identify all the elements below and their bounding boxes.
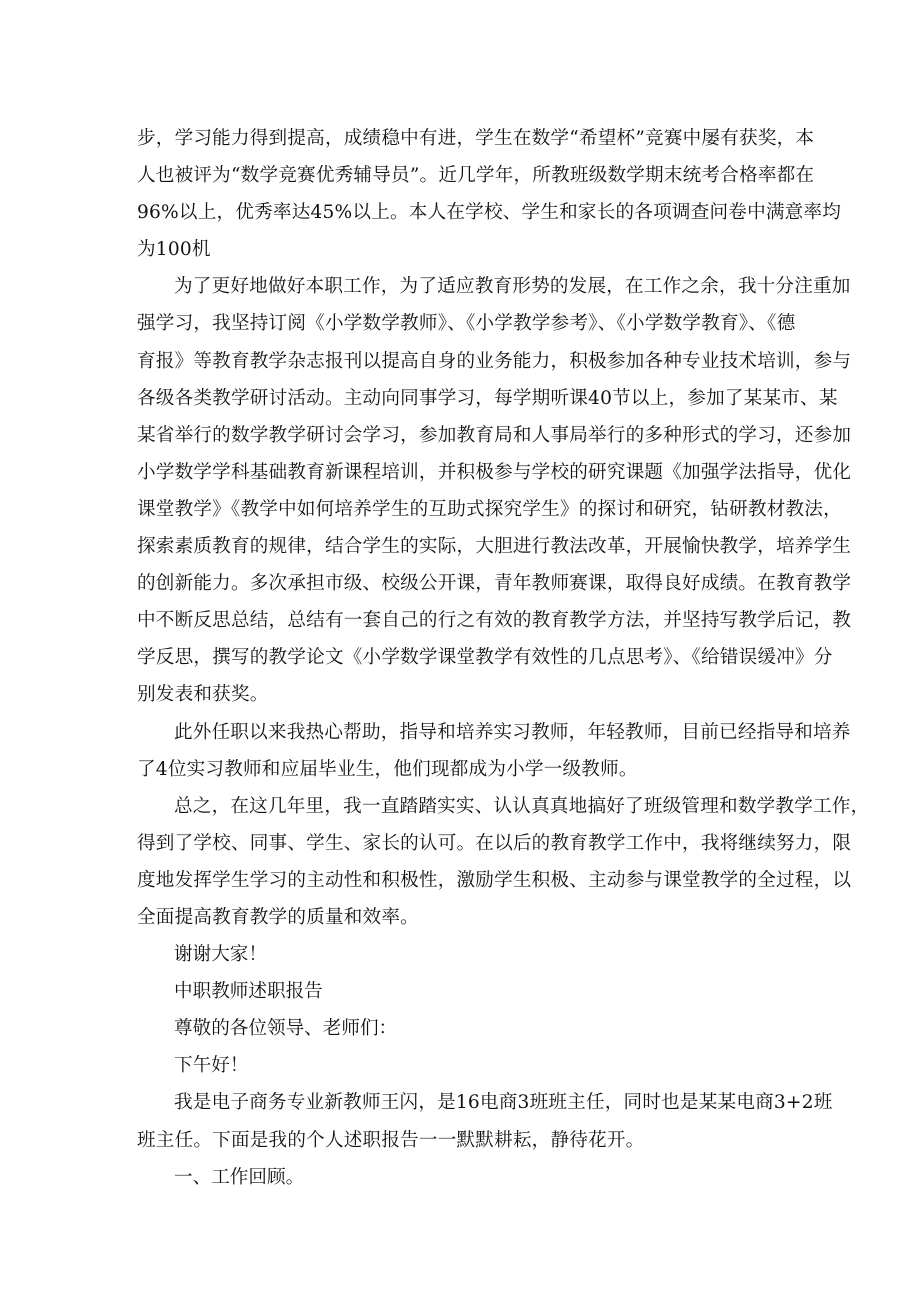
text-line: 小学数学学科基础教育新课程培训，并积极参与学校的研究课题《加强学法指导，优化	[137, 461, 852, 483]
section-heading: 一、工作回顾。	[174, 1166, 305, 1188]
text-line: 步，学习能力得到提高，成绩稳中有进，学生在数学“希望杯”竞赛中屡有获奖，本	[137, 128, 815, 149]
text-line: 学反思，撰写的教学论文《小学数学课堂教学有效性的几点思考》、《给错误缓冲》分	[137, 647, 833, 669]
text-line: 班主任。下面是我的个人述职报告一一默默耕耘，静待花开。	[137, 1129, 645, 1151]
paragraph-introduction	[137, 1084, 833, 1158]
paragraph-learning	[137, 268, 852, 713]
text-line: 某省举行的数学教学研讨会学习，参加教育局和人事局举行的多种形式的学习，还参加	[137, 424, 852, 446]
salutation: 尊敬的各位领导、老师们：	[174, 1018, 398, 1040]
text-line: 中不断反思总结，总结有一套自己的行之有效的教育教学方法，并坚持写教学后记，教	[137, 610, 852, 632]
text-line: 别发表和获奖。	[137, 684, 269, 706]
text-line: 为100机	[137, 239, 211, 261]
paragraph-results	[137, 120, 842, 268]
paragraph-mentoring	[137, 714, 851, 788]
text-line: 探索素质教育的规律，结合学生的实际，大胆进行教法改革，开展愉快教学，培养学生	[137, 536, 852, 558]
text-line: 了4位实习教师和应届毕业生，他们现都成为小学一级教师。	[137, 758, 638, 780]
text-line: 96%以上，优秀率达45%以上。本人在学校、学生和家长的各项调查问卷中满意率均	[137, 202, 842, 224]
report-title: 中职教师述职报告	[174, 981, 323, 1003]
document-body	[137, 120, 870, 1196]
text-line: 人也被评为“数学竞赛优秀辅导员”。近几学年，所教班级数学期末统考合格率都在	[137, 165, 815, 187]
text-line: 强学习，我坚持订阅《小学数学教师》、《小学教学参考》、《小学数学教育》、《德	[137, 313, 796, 335]
greeting: 下午好！	[174, 1055, 249, 1077]
text-line: 育报》等教育教学杂志报刊以提高自身的业务能力，积极参加各种专业技术培训，参与	[137, 350, 852, 372]
text-line: 得到了学校、同事、学生、家长的认可。在以后的教育教学工作中，我将继续努力，限	[137, 832, 852, 854]
text-line: 课堂教学》《教学中如何培养学生的互助式探究学生》的探讨和研究，钻研教材教法，	[137, 498, 842, 520]
text-line: 度地发挥学生学习的主动性和积极性，激励学生积极、主动参与课堂教学的全过程，以	[137, 869, 852, 891]
thanks-line: 谢谢大家！	[174, 944, 267, 966]
text-line: 我是电子商务专业新教师王闪，是16电商3班班主任，同时也是某某电商3+2班	[174, 1092, 833, 1114]
text-line: 总之，在这几年里，我一直踏踏实实、认认真真地搞好了班级管理和数学教学工作，	[174, 795, 870, 817]
paragraph-summary	[137, 788, 870, 936]
text-line: 为了更好地做好本职工作，为了适应教育形势的发展，在工作之余，我十分注重加	[174, 276, 851, 298]
text-line: 此外任职以来我热心帮助，指导和培养实习教师，年轻教师，目前已经指导和培养	[174, 721, 851, 743]
text-line: 的创新能力。多次承担市级、校级公开课，青年教师赛课，取得良好成绩。在教育教学	[137, 573, 852, 595]
text-line: 全面提高教育教学的质量和效率。	[137, 906, 419, 928]
text-line: 各级各类教学研讨活动。主动向同事学习，每学期听课40节以上，参加了某某市、某	[137, 387, 838, 409]
